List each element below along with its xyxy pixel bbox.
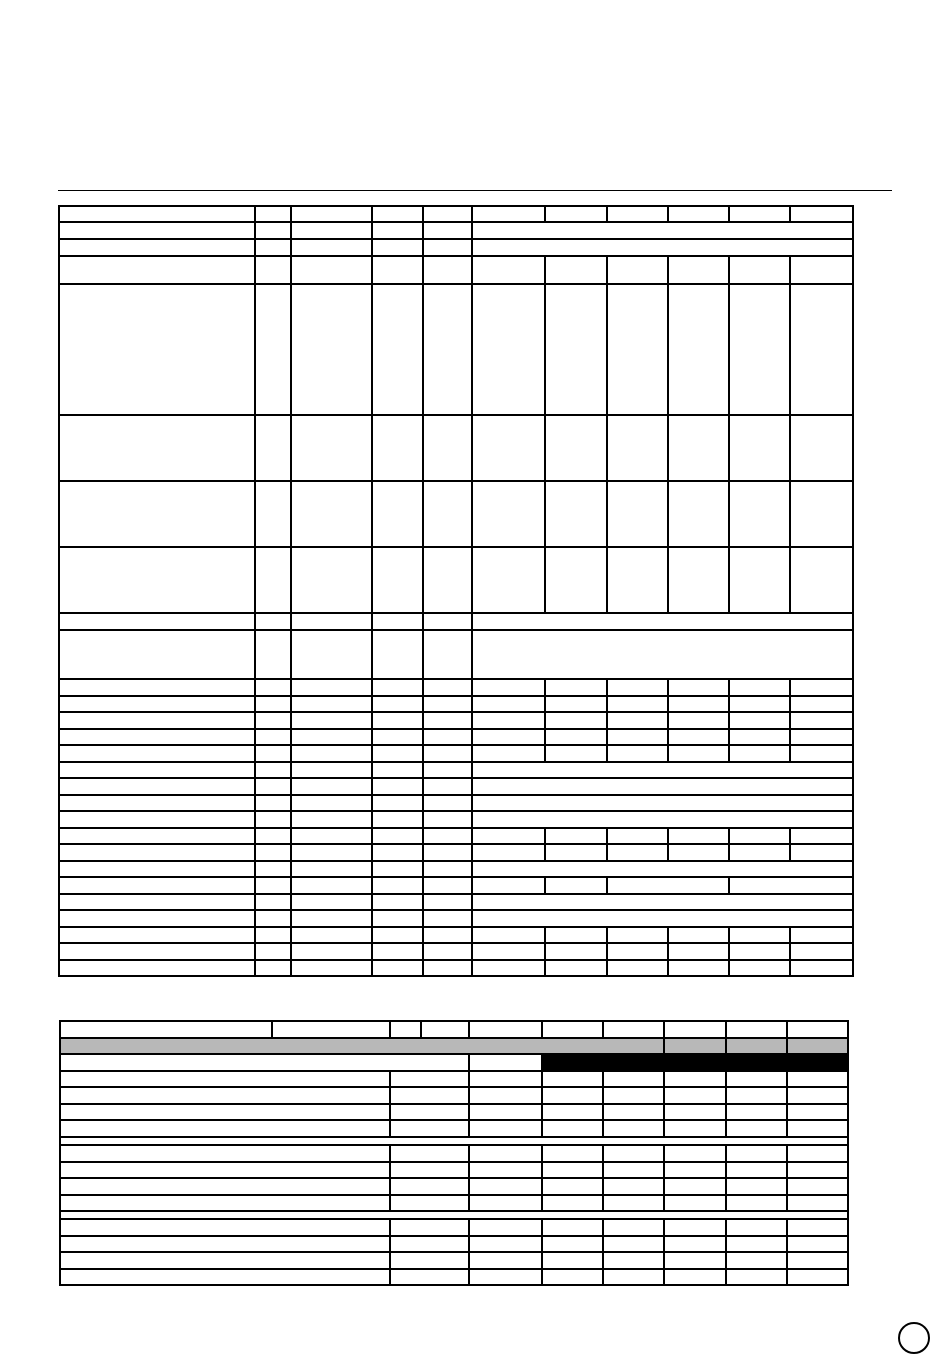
table-row (59, 844, 853, 861)
table-row (59, 927, 853, 943)
table-row (60, 1162, 848, 1178)
table-row (60, 1178, 848, 1195)
table-row (59, 256, 853, 284)
table-row (59, 745, 853, 762)
table-row (60, 1252, 848, 1269)
table-row (60, 1145, 848, 1162)
table-row (59, 943, 853, 960)
table-row (59, 778, 853, 795)
table-row (59, 630, 853, 679)
table-row (59, 284, 853, 415)
table-row (60, 1236, 848, 1252)
table-row (59, 894, 853, 910)
table-row (59, 679, 853, 696)
table-row (60, 1104, 848, 1120)
table-row (59, 415, 853, 481)
table-row (59, 696, 853, 712)
page-language-badge (898, 1322, 930, 1354)
table-row (60, 1038, 848, 1054)
table-row (59, 811, 853, 828)
table-row (59, 613, 853, 630)
table-row (59, 795, 853, 811)
table-row (59, 729, 853, 745)
table-row (59, 910, 853, 927)
spec-table (58, 205, 854, 977)
summary-table (59, 1020, 849, 1286)
table-row (60, 1219, 848, 1236)
table-row (60, 1137, 848, 1145)
header-rule (58, 190, 892, 191)
table-row (60, 1054, 848, 1071)
table-row (60, 1120, 848, 1137)
table-row (59, 828, 853, 844)
table-row (60, 1071, 848, 1087)
table-row (60, 1021, 848, 1038)
table-row (59, 960, 853, 976)
table-row (60, 1195, 848, 1211)
table-row (60, 1087, 848, 1104)
table-row (59, 206, 853, 222)
table-row (59, 481, 853, 547)
table-row (59, 712, 853, 729)
table-row (60, 1211, 848, 1219)
table-row (59, 239, 853, 256)
table-row (59, 861, 853, 877)
table-row (59, 547, 853, 613)
table-row (59, 877, 853, 894)
table-row (59, 222, 853, 239)
table-row (60, 1269, 848, 1285)
table-row (59, 762, 853, 778)
